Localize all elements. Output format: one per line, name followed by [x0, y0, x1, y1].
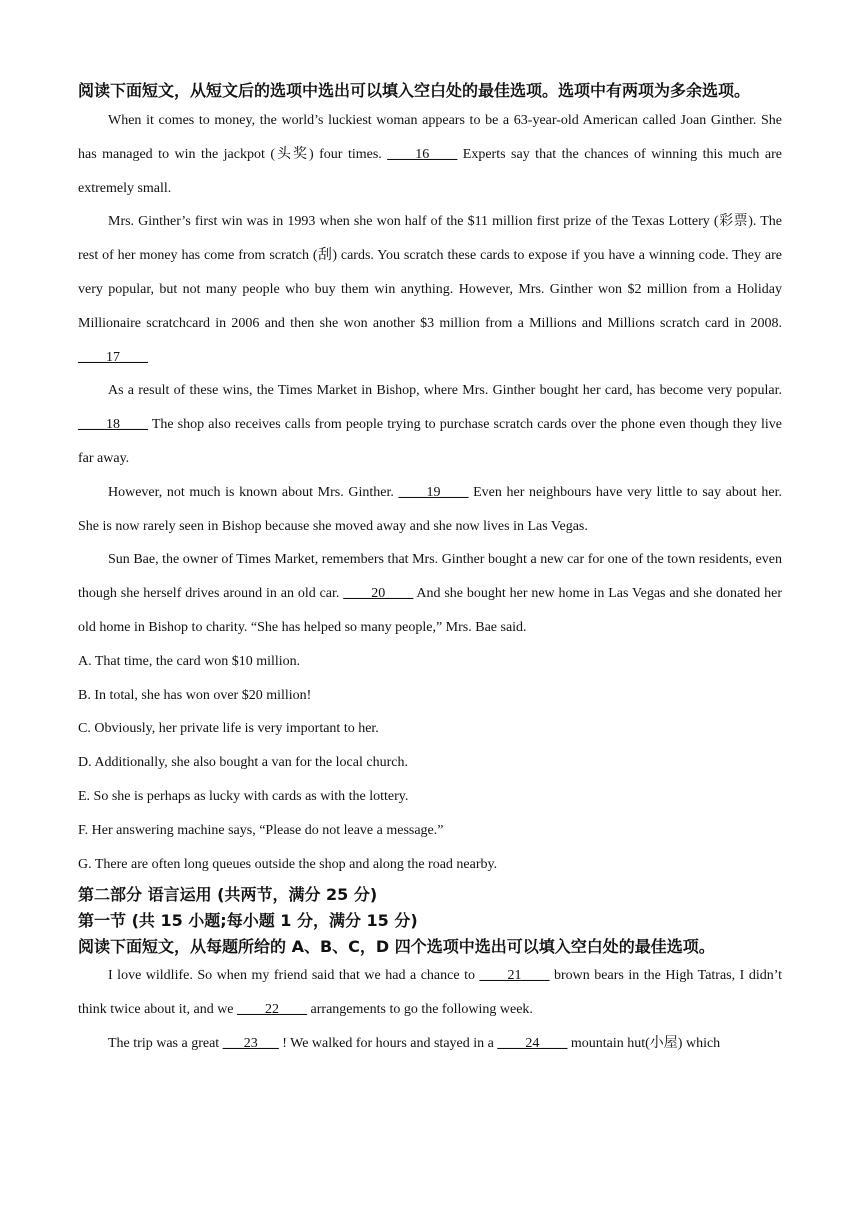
paragraph-text: When it comes to money, the world’s luckiest woman appears to be a 63-year-old American called Joan Ginther. She has managed to win the jackpot (头奖) four times.	[78, 113, 782, 162]
passage-paragraph	[78, 104, 782, 205]
option-item: F. Her answering machine says, “Please do not leave a message.”	[78, 822, 444, 838]
part2-title: 第二部分 语言运用 (共两节，满分 25 分)	[78, 885, 378, 905]
paragraph-text: I love wildlife. So when my friend said that we had a chance to	[108, 968, 480, 984]
paragraph-text: Sun Bae, the owner of Times Market, remembers that Mrs. Ginther bought a new car for one of the town residents, even though she herself drives around in an old car.	[78, 552, 782, 602]
paragraph-text: Even her neighbours have very little to say about her. She is now rarely seen in Bishop because she moved away and she now lives in Las Vegas.	[78, 484, 782, 534]
paragraph-text: However, not much is known about Mrs. Ginther.	[108, 484, 399, 500]
paragraph-text: Mrs. Ginther’s first win was in 1993 when she won half of the $11 million first prize of the Texas Lottery (彩票). The rest of her money has come from scratch (刮) cards. You scratch these cards to expose if you have a winning code. They are very popular, but not many people who buy them win anything. However, Mrs. Ginther won $2 million from a Holiday Millionaire scratchcard in 2006 and then she won another $3 million from a Millions and Millions scratch card in 2008.	[78, 214, 782, 331]
paragraph-text: The trip was a great	[108, 1035, 223, 1051]
option-item: G. There are often long queues outside the shop and along the road nearby.	[78, 856, 498, 872]
answer-blank[interactable]: ____20____	[343, 586, 414, 602]
passage-paragraph	[78, 374, 782, 475]
option-item: C. Obviously, her private life is very important to her.	[78, 721, 379, 737]
paragraph-text: brown bears in the High Tatras, I didn’t think twice about it, and we	[78, 968, 783, 1018]
option-item: A. That time, the card won $10 million.	[78, 653, 301, 669]
paragraph-text: mountain hut(小屋) which	[567, 1035, 721, 1051]
part2-section-title: 第一节 (共 15 小题;每小题 1 分，满分 15 分)	[78, 911, 418, 931]
option-item: D. Additionally, she also bought a van for the local church.	[78, 755, 408, 771]
option-item: E. So she is perhaps as lucky with cards as with the lottery.	[78, 788, 409, 804]
part2-instruction: 阅读下面短文，从每题所给的 A、B、C，D 四个选项中选出可以填入空白处的最佳选项。	[78, 937, 715, 957]
part2-passage	[78, 959, 782, 1060]
passage-paragraph	[78, 1027, 782, 1061]
answer-blank[interactable]: ____24____	[497, 1035, 568, 1051]
answer-blank[interactable]: ____19____	[398, 484, 469, 500]
paragraph-text: As a result of these wins, the Times Market in Bishop, where Mrs. Ginther bought her card, has become very popular.	[108, 383, 782, 399]
paragraph-text: And she bought her new home in Las Vegas and she donated her old home in Bishop to charity. “She has helped so many people,” Mrs. Bae said.	[78, 586, 782, 635]
paragraph-text: The shop also receives calls from people trying to purchase scratch cards over the phone even though they live far away.	[78, 417, 782, 466]
paragraph-text: Experts say that the chances of winning this much are extremely small.	[78, 146, 782, 196]
part1-instruction: 阅读下面短文，从短文后的选项中选出可以填入空白处的最佳选项。选项中有两项为多余选项。	[78, 81, 751, 100]
paragraph-text: ! We walked for hours and stayed in a	[278, 1035, 498, 1051]
answer-blank[interactable]: ____21____	[479, 968, 550, 984]
answer-blank[interactable]: ____17____	[78, 349, 148, 365]
part1-options-list	[78, 645, 782, 882]
option-item: B. In total, she has won over $20 million!	[78, 687, 312, 703]
answer-blank[interactable]: ____18____	[78, 417, 148, 433]
answer-blank[interactable]: ____16____	[387, 146, 458, 162]
document-page	[78, 78, 782, 1061]
paragraph-text: arrangements to go the following week.	[307, 1002, 533, 1018]
answer-blank[interactable]: ___23___	[222, 1035, 279, 1051]
passage-paragraph	[78, 205, 782, 374]
answer-blank[interactable]: ____22____	[237, 1002, 308, 1018]
passage-paragraph	[78, 543, 782, 644]
passage-paragraph	[78, 959, 782, 1027]
passage-paragraph	[78, 476, 782, 544]
part1-passage	[78, 104, 782, 645]
